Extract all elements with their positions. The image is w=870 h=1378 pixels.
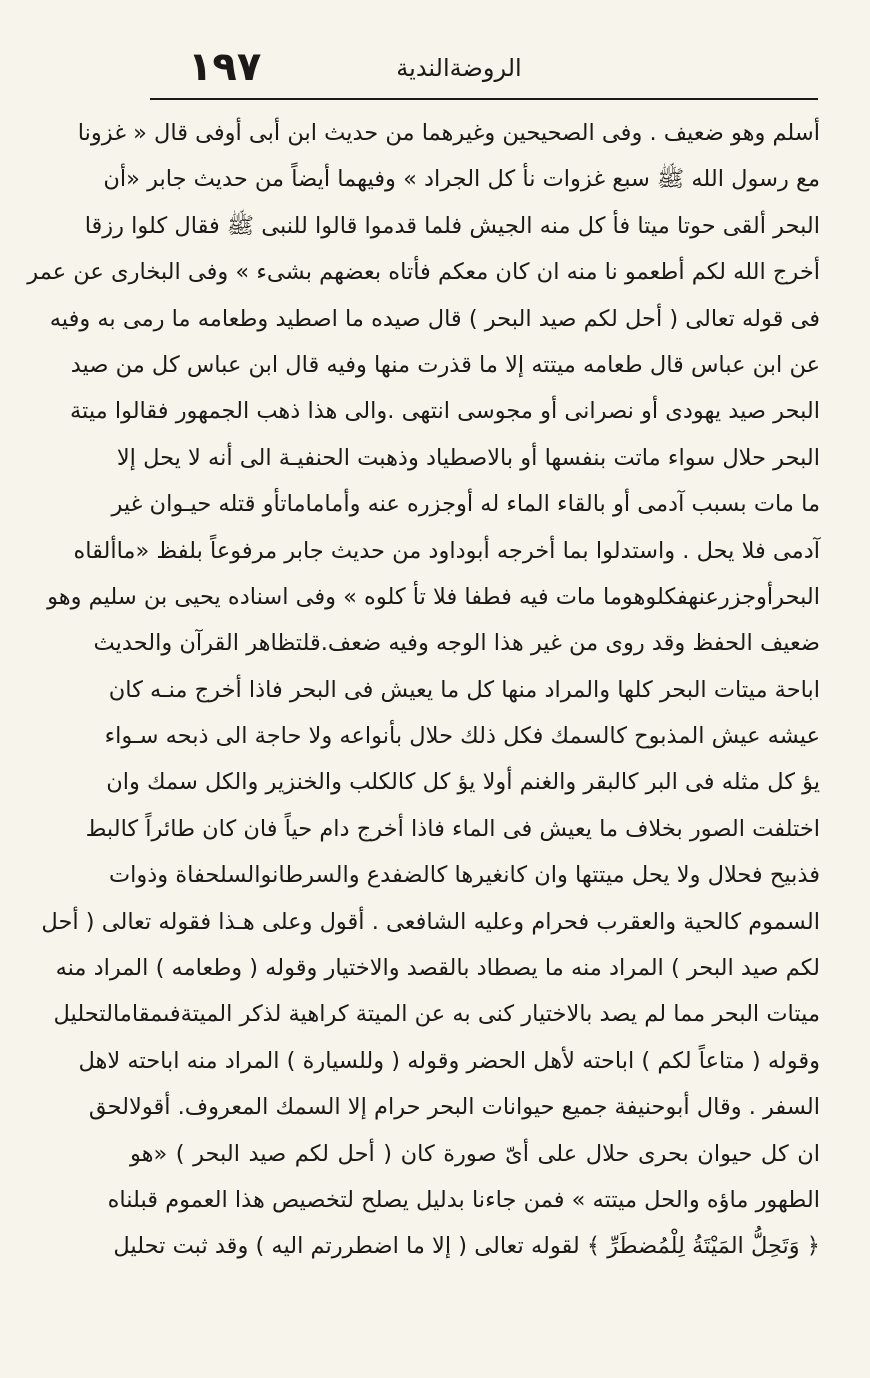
- text-line: مع رسول الله ﷺ سبع غزوات نأ كل الجراد » وفيهما أيضاً من حديث جابر «أن: [103, 166, 820, 193]
- text-line: فى قوله تعالى ( أحل لكم صيد البحر ) قال صيده ما اصطيد وطعامه ما رمى به وفيه: [49, 305, 820, 332]
- text-line: السموم كالحية والعقرب فحرام وعليه الشافعى . أقول وعلى هـذا فقوله تعالى ( أحل: [41, 908, 820, 935]
- body-text: [27, 110, 820, 1270]
- text-line: وقوله ( متاعاً لكم ) اباحته لأهل الحضر وقوله ( وللسيارة ) المراد منه اباحته لاهل: [78, 1047, 820, 1074]
- text-line: السفر . وقال أبوحنيفة جميع حيوانات البحر حرام إلا السمك المعروف. أقولالحق: [88, 1094, 820, 1121]
- text-line: البحر صيد يهودى أو نصرانى أو مجوسى انتهى .والى هذا ذهب الجمهور فقالوا ميتة: [69, 398, 820, 425]
- text-line: عن ابن عباس قال طعامه ميتته إلا ما قذرت منها وفيه قال ابن عباس كل من صيد: [70, 351, 820, 378]
- text-line: يؤ كل مثله فى البر كالبقر والغنم أولا يؤ كل كالكلب والخنزير والكل سمك وان: [106, 769, 820, 796]
- text-line: عيشه عيش المذبوح كالسمك فكل ذلك حلال بأنواعه ولا حاجة الى ذبحه سـواء: [104, 723, 820, 750]
- text-line: أسلم وهو ضعيف . وفى الصحيحين وغيرهما من حديث ابن أبى أوفى قال « غزونا: [77, 120, 820, 146]
- text-line: ﴿ وَتَحِلُّ المَيْتَةُ لِلْمُضطَرِّ ﴾ لقوله تعالى ( إلا ما اضطررتم اليه ) وقد ثبت تحليل: [113, 1233, 820, 1260]
- text-line: لكم صيد البحر ) المراد منه ما يصطاد بالقصد والاختيار وقوله ( وطعامه ) المراد منه: [55, 955, 820, 982]
- text-line: اختلفت الصور بخلاف ما يعيش فى الماء فاذا أخرج دام حياً فان كان طائراً كالبط: [85, 815, 820, 842]
- text-line: فذبيح فحلال ولا يحل ميتتها وان كانغيرها كالضفدع والسرطانوالسلحفاة وذوات: [108, 862, 820, 889]
- text-line: البحر حلال سواء ماتت بنفسها أو بالاصطياد وذهبت الحنفيـة الى أنه لا يحل إلا: [116, 444, 820, 471]
- text-line: البحر ألقى حوتا ميتا فأ كل منه الجيش فلما قدموا قالوا للنبى ﷺ فقال كلوا رزقا: [84, 212, 820, 239]
- text-line: ضعيف الحفظ وقد روى من غير هذا الوجه وفيه ضعف.قلتظاهر القرآن والحديث: [93, 630, 820, 657]
- text-line: الطهور ماؤه والحل ميتته » فمن جاءنا بدليل يصلح لتخصيص هذا العموم قبلناه: [107, 1186, 820, 1213]
- text-line: آدمى فلا يحل . واستدلوا بما أخرجه أبوداود من حديث جابر مرفوعاً بلفظ «ماألقاه: [73, 537, 820, 564]
- book-title: الروضةالندية: [396, 54, 522, 82]
- text-line: أخرج الله لكم أطعمو نا منه ان كان معكم فأتاه بعضهم بشىء » وفى البخارى عن عمر: [27, 259, 820, 286]
- text-line: البحرأوجزرعنهفكلوهوما مات فيه فطفا فلا تأ كلوه » وفى اسناده يحيى بن سليم وهو: [47, 583, 820, 610]
- text-line: اباحة ميتات البحر كلها والمراد منها كل ما يعيش فى البحر فاذا أخرج منـه كان: [108, 676, 820, 703]
- page-number: ١٩٧: [188, 44, 262, 90]
- text-line: ما مات بسبب آدمى أو بالقاء الماء له أوجزره عنه وأماماماتأو قتله حيـوان غير: [111, 491, 820, 518]
- text-line: ان كل حيوان بحرى حلال على أىّ صورة كان ( أحل لكم صيد البحر ) «هو: [130, 1140, 820, 1167]
- text-line: ميتات البحر مما لم يصد بالاختيار كنى به عن الميتة كراهية لذكر الميتةفىمقامالتحليل: [53, 1001, 820, 1028]
- running-head: [120, 40, 798, 96]
- header-rule: [150, 98, 818, 100]
